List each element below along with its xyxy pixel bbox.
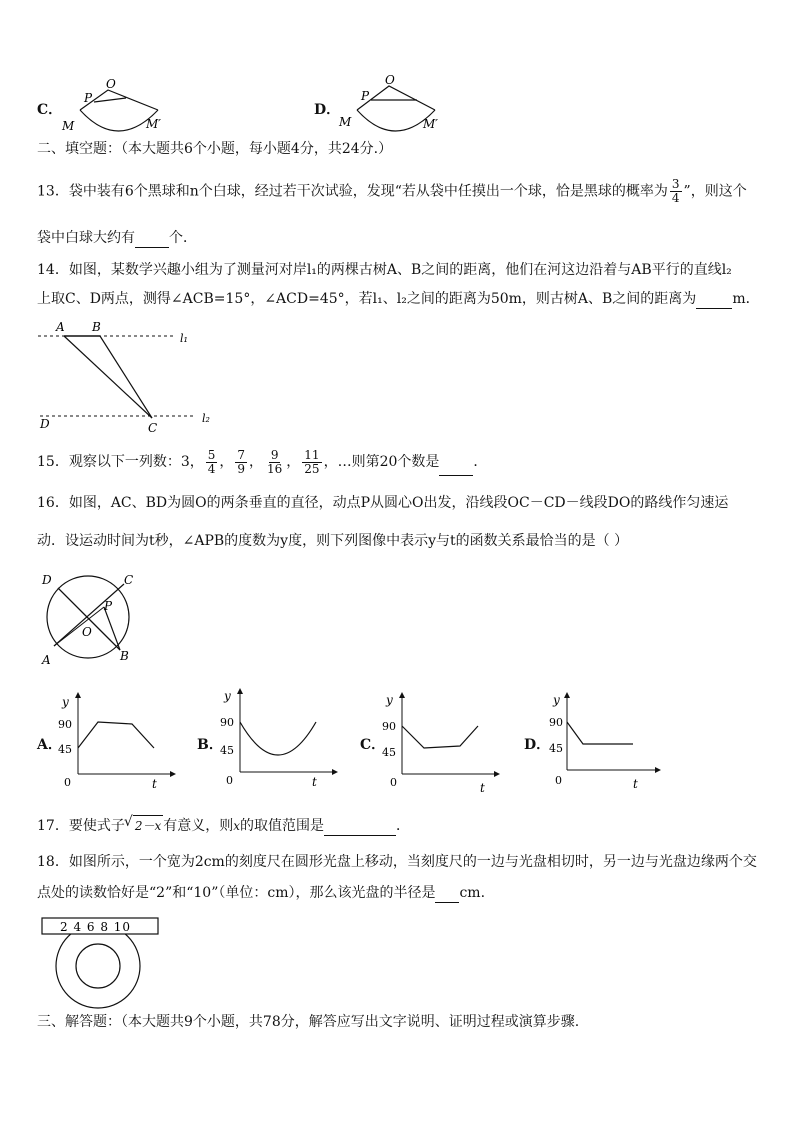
label-m-prime: M′ <box>146 117 162 131</box>
answer-blank[interactable] <box>135 233 169 248</box>
svg-text:A: A <box>56 320 65 334</box>
svg-text:0: 0 <box>390 776 397 789</box>
svg-text:l₁: l₁ <box>180 332 188 345</box>
option-c-label: C． <box>37 102 63 118</box>
svg-text:y: y <box>386 693 393 707</box>
q13-fraction: $\frac{3}{4}$ <box>671 177 680 205</box>
answer-blank[interactable] <box>439 461 473 476</box>
svg-text:45: 45 <box>549 742 563 755</box>
svg-text:0: 0 <box>555 774 562 787</box>
answer-blank[interactable] <box>435 888 459 903</box>
option-d-label: D． <box>314 102 341 118</box>
svg-text:C: C <box>124 573 134 587</box>
q16-line1: 16．如图，AC、BD为圆O的两条垂直的直径，动点P从圆心O出发，沿线段OC－CD－线段DO的路线作匀速运 <box>37 495 729 511</box>
svg-text:C: C <box>148 421 158 435</box>
q18-ruler-disc-figure <box>40 914 164 1010</box>
svg-text:l₂: l₂ <box>202 412 210 425</box>
graph-a <box>56 690 176 790</box>
q14-line1: 14．如图，某数学兴趣小组为了测量河对岸l₁的两棵古树A、B之间的距离，他们在河这边沿着与AB平行的直线l₂ <box>37 262 732 278</box>
svg-text:O: O <box>82 625 92 639</box>
sector-figure-c <box>58 72 178 134</box>
svg-text:45: 45 <box>58 743 72 756</box>
sector-figure-d <box>335 72 455 134</box>
q18-line1: 18．如图所示，一个宽为2cm的刻度尺在圆形光盘上移动，当刻度尺的一边与光盘相切时，另一边与光盘边缘两个交 <box>37 854 757 870</box>
svg-text:D: D <box>42 573 52 587</box>
svg-text:y: y <box>62 695 69 709</box>
svg-text:t: t <box>312 775 317 789</box>
svg-text:45: 45 <box>220 744 234 757</box>
svg-text:90: 90 <box>220 716 234 729</box>
q14-river-figure <box>36 318 226 436</box>
svg-text:B: B <box>92 320 101 334</box>
q18-line2: 点处的读数恰好是“2”和“10”（单位：cm），那么该光盘的半径是 cm. <box>37 885 486 901</box>
q13-line2: 袋中白球大约有 个． <box>37 230 197 246</box>
svg-text:90: 90 <box>549 716 563 729</box>
svg-text:M: M <box>339 115 352 129</box>
svg-text:45: 45 <box>382 746 396 759</box>
svg-text:90: 90 <box>58 718 72 731</box>
section3-title: 三、解答题：（本大题共9个小题，共78分，解答应写出文字说明、证明过程或演算步骤. <box>37 1014 580 1030</box>
svg-text:P: P <box>361 89 370 103</box>
svg-text:O: O <box>385 73 395 87</box>
svg-text:0: 0 <box>226 774 233 787</box>
sqrt-expression: √ 2－x <box>133 815 163 836</box>
svg-text:t: t <box>480 781 485 795</box>
svg-text:t: t <box>633 777 638 791</box>
graph-b <box>218 686 338 790</box>
graph-d <box>545 690 665 796</box>
label-m: M <box>62 119 75 133</box>
q14-line2: 上取C、D两点，测得∠ACB=15°，∠ACD=45°，若l₁、l₂之间的距离为50m，则古树A、B之间的距离为 m． <box>37 291 760 307</box>
q16-line2: 动．设运动时间为t秒，∠APB的度数为y度，则下列图像中表示y与t的函数关系最恰当的是（ ） <box>37 533 629 549</box>
svg-text:P: P <box>104 599 113 613</box>
ruler-ticks: 2 4 6 8 10 <box>60 920 132 934</box>
label-p: P <box>84 91 93 105</box>
svg-text:A: A <box>42 653 51 666</box>
svg-text:M′: M′ <box>423 117 439 131</box>
svg-text:t: t <box>152 777 157 790</box>
answer-blank[interactable] <box>696 294 732 309</box>
svg-text:D: D <box>40 417 50 431</box>
svg-text:B: B <box>120 649 129 663</box>
q17-line: 17．要使式子√ 2－x 有意义，则x的取值范围是 ． <box>37 815 410 836</box>
svg-text:0: 0 <box>64 776 71 789</box>
section2-title: 二、填空题：（本大题共6个小题，每小题4分，共24分.） <box>37 141 393 157</box>
graph-c <box>380 690 500 796</box>
q13-line1: 13．袋中装有6个黑球和n个白球，经过若干次试验，发现“若从袋中任摸出一个球，恰是黑球的概率为 $\frac{3}{4}$ ”，则这个 <box>37 177 747 205</box>
answer-blank[interactable] <box>324 821 396 836</box>
svg-text:90: 90 <box>382 720 396 733</box>
svg-text:y: y <box>224 689 231 703</box>
q16-circle-figure <box>36 570 146 666</box>
label-o: O <box>106 77 116 91</box>
svg-text:y: y <box>553 693 560 707</box>
q15-line: 15．观察以下一列数：3， $\frac{5}{4}$ ， $\frac{7}{9}$ ， $\frac{9}{16}$ ， $\frac{11}{25}$ ，…则第20个数是 ． <box>37 447 488 476</box>
